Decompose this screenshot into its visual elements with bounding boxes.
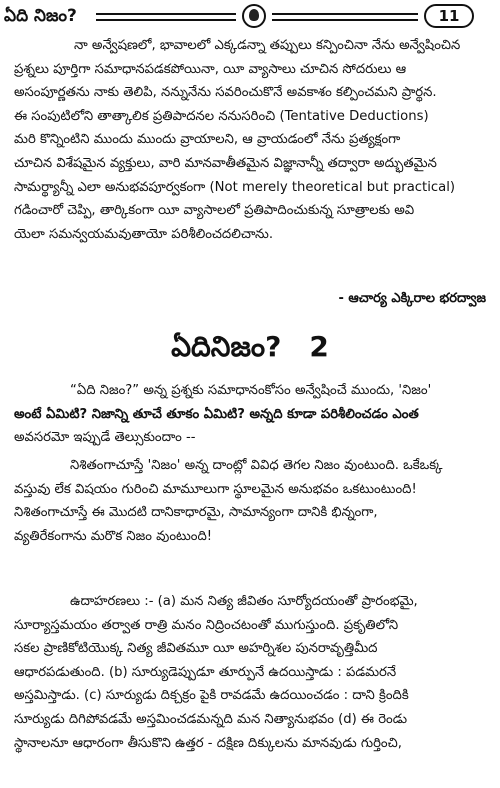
paragraph-examples	[14, 590, 496, 755]
author-signature: - ఆచార్య ఎక్కిరాల భరద్వాజ	[338, 291, 486, 306]
running-title: ఏది నిజం?	[4, 6, 77, 26]
page-header	[4, 4, 494, 30]
text-line: చూచిన విశేషమైన వ్యక్తులు, వారి మానవాతీతమైన విజ్ఞానాన్నీ తద్వారా అద్భుతమైన	[14, 155, 437, 171]
text-line: యెలా సమన్వయమవుతాయో పరిశీలించదలిచాను.	[14, 226, 274, 242]
paragraph-truth-types	[14, 454, 496, 548]
text-line: అవసరమో ఇప్పుడే తెల్సుకుందాం --	[14, 430, 196, 446]
text-line: సామర్థ్యాన్నీ ఎలా అనుభవపూర్వకంగా (Not merely theoretical but practical)	[14, 179, 455, 195]
text-line: సూర్యాస్తమయం తర్వాత రాత్రి మనం నిద్రించటంతో ముగుస్తుంది. ప్రకృతిలోని	[14, 617, 399, 633]
text-line: నిశితంగాచూస్తే ఈ మొదటి దానికాధారమై, సామాన్యంగా దానికి భిన్నంగా,	[14, 505, 378, 521]
text-line: నా అన్వేషణలో, భావాలలో ఎక్కడన్నా తప్పులు కన్పించినా నేను అన్వేషించిన	[74, 38, 461, 53]
text-line: వస్తువు లేక విషయం గురించి మామూలుగా స్థూలమైన అనుభవం ఒకటుంటుంది!	[14, 481, 417, 497]
text-line: ఆధారపడుతుంది. (b) సూర్యుడెప్పుడూ తూర్పునే ఉదయిస్తాడు : పడమరనే	[14, 664, 397, 680]
header-rule	[272, 13, 418, 15]
text-line: గడించారో చెప్పి, తార్కికంగా యీ వ్యాసాలలో ప్రతిపాదించుకున్న సూత్రాలకు అవి	[14, 203, 415, 219]
page-number: 11	[424, 4, 474, 28]
text-line: ఈ సంపుటిలోని తాత్కాలిక ప్రతిపాదనల ననుసరించి (Tentative Deductions)	[14, 108, 429, 124]
chapter-number: 2	[309, 330, 329, 363]
text-line: అసంపూర్ణతను నాకు తెలిపి, నన్నునేను సవరించుకొనే అవకాశం కల్పించమని ప్రార్థన.	[14, 85, 437, 101]
text-line: అంటే ఏమిటి? నిజాన్ని తూచే తూకం ఏమిటి? అన్నది కూడా పరిశీలించడం ఎంత	[14, 406, 419, 422]
chapter-heading	[0, 330, 500, 370]
intro-paragraph	[14, 34, 496, 246]
chapter-title: ఏదినిజం?	[171, 330, 282, 363]
text-line: స్థానాలనూ ఆధారంగా తీసుకొని ఉత్తర - దక్షిణ దిక్కులను మానవుడు గుర్తించి,	[14, 735, 402, 751]
text-line: మరి కొన్నింటిని ముందు ముందు వ్రాయాలని, ఆ వ్రాయడంలో నేను ప్రత్యక్షంగా	[14, 132, 401, 148]
text-line: అస్తమిస్తాడు. (c) సూర్యుడు దిక్చక్రం పైకి రావడమే ఉదయించడం : దాని క్రిందికి	[14, 688, 409, 704]
text-line: సకల ప్రాణికోటియొక్క నిత్య జీవితమూ యీ అహర్నిశల పునరావృత్తిమీద	[14, 641, 378, 657]
text-line: నిశితంగాచూస్తే 'నిజం' అన్న దాంట్లో వివిధ తెగల నిజం వుంటుంది. ఒకేఒక్క	[70, 458, 443, 473]
text-line: సూర్యుడు దిగిపోవడమే అస్తమించడమన్నది మన నిత్యానుభవం (d) ఈ రెండు	[14, 711, 408, 727]
header-rule	[272, 19, 418, 21]
header-rule	[96, 19, 236, 21]
text-line: వ్యతిరేకంగాను మరొక నిజం వుంటుంది!	[14, 528, 213, 544]
text-line: ప్రశ్నలు పూర్తిగా సమాధానపడకపోయినా, యీ వ్యాసాలు చూచిన సోదరులు ఆ	[14, 61, 407, 77]
text-line: “ఏది నిజం?” అన్న ప్రశ్నకు సమాధానంకోసం అన్వేషించే ముందు, 'నిజం'	[70, 383, 432, 398]
header-rule	[96, 13, 236, 15]
paragraph-definition	[14, 379, 496, 450]
text-line: ఉదాహరణలు :- (a) మన నిత్య జీవితం సూర్యోదయంతో ప్రారంభమై,	[70, 594, 418, 609]
author-portrait-icon	[242, 4, 266, 28]
